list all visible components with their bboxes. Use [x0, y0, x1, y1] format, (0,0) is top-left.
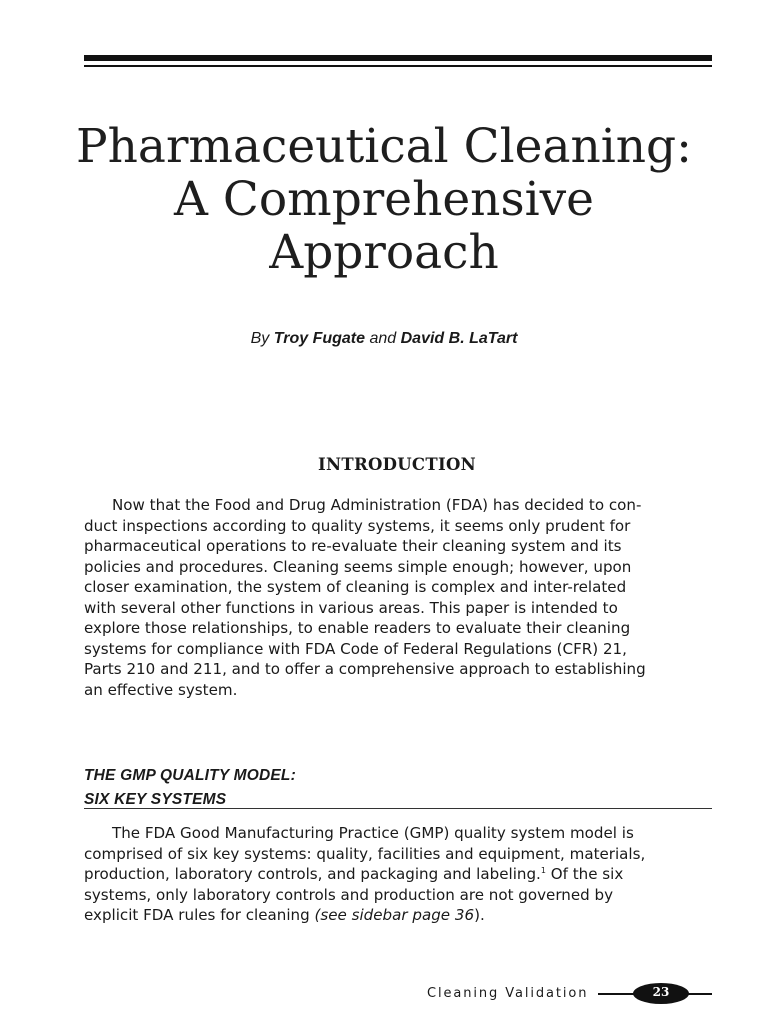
intro-line: closer examination, the system of cleaning is complex and inter-related	[84, 578, 627, 596]
intro-line: policies and procedures. Cleaning seems simple enough; however, upon	[84, 557, 632, 576]
intro-line: an effective system.	[84, 680, 238, 699]
gmp-heading-line-1: THE GMP QUALITY MODEL:	[84, 767, 296, 784]
byline-joiner: and	[369, 330, 397, 347]
intro-line: Parts 210 and 211, and to offer a comprehensive approach to establishing	[84, 660, 646, 678]
byline	[0, 330, 768, 348]
intro-line: explore those relationships, to enable readers to evaluate their cleaning	[84, 619, 631, 637]
gmp-line: The FDA Good Manufacturing Practice (GMP) quality system model is	[112, 824, 634, 842]
intro-line: Now that the Food and Drug Administration (FDA) has decided to con-	[112, 496, 642, 514]
title-line-3: Approach	[269, 225, 499, 280]
author-1: Troy Fugate	[273, 330, 366, 347]
journal-name: Cleaning Validation	[427, 986, 589, 1001]
gmp-paragraph	[84, 823, 724, 926]
sidebar-reference: (see sidebar page 36	[314, 906, 475, 924]
gmp-line-tail: ).	[474, 906, 485, 924]
gmp-heading-line-2: SIX KEY SYSTEMS	[84, 791, 227, 808]
gmp-line: comprised of six key systems: quality, facilities and equipment, materials,	[84, 844, 646, 863]
page-number: 23	[633, 983, 689, 1004]
gmp-line-text: production, laboratory controls, and packaging and labeling.	[84, 865, 541, 883]
title-line-2: A Comprehensive	[174, 172, 594, 227]
gmp-line	[84, 864, 724, 885]
intro-line: with several other functions in various areas. This paper is intended to	[84, 598, 618, 617]
top-rule-thin	[84, 65, 712, 67]
article-title	[0, 120, 768, 279]
author-2: David B. LaTart	[400, 330, 518, 347]
top-rule-thick	[84, 55, 712, 61]
intro-line: pharmaceutical operations to re-evaluate their cleaning system and its	[84, 537, 622, 555]
gmp-line	[84, 905, 724, 926]
intro-line: systems for compliance with FDA Code of Federal Regulations (CFR) 21,	[84, 639, 627, 658]
byline-prefix: By	[250, 330, 270, 347]
intro-line: duct inspections according to quality systems, it seems only prudent for	[84, 516, 631, 535]
gmp-section-heading	[84, 764, 296, 812]
gmp-line-tail: Of the six	[545, 865, 624, 883]
intro-heading: INTRODUCTION	[317, 455, 477, 474]
section-divider	[84, 808, 712, 809]
intro-paragraph	[84, 495, 724, 700]
footnote-ref: 1	[540, 866, 546, 875]
gmp-line: systems, only laboratory controls and production are not governed by	[84, 885, 614, 904]
gmp-line-text: explicit FDA rules for cleaning	[84, 906, 315, 924]
title-line-1: Pharmaceutical Cleaning:	[76, 119, 692, 174]
